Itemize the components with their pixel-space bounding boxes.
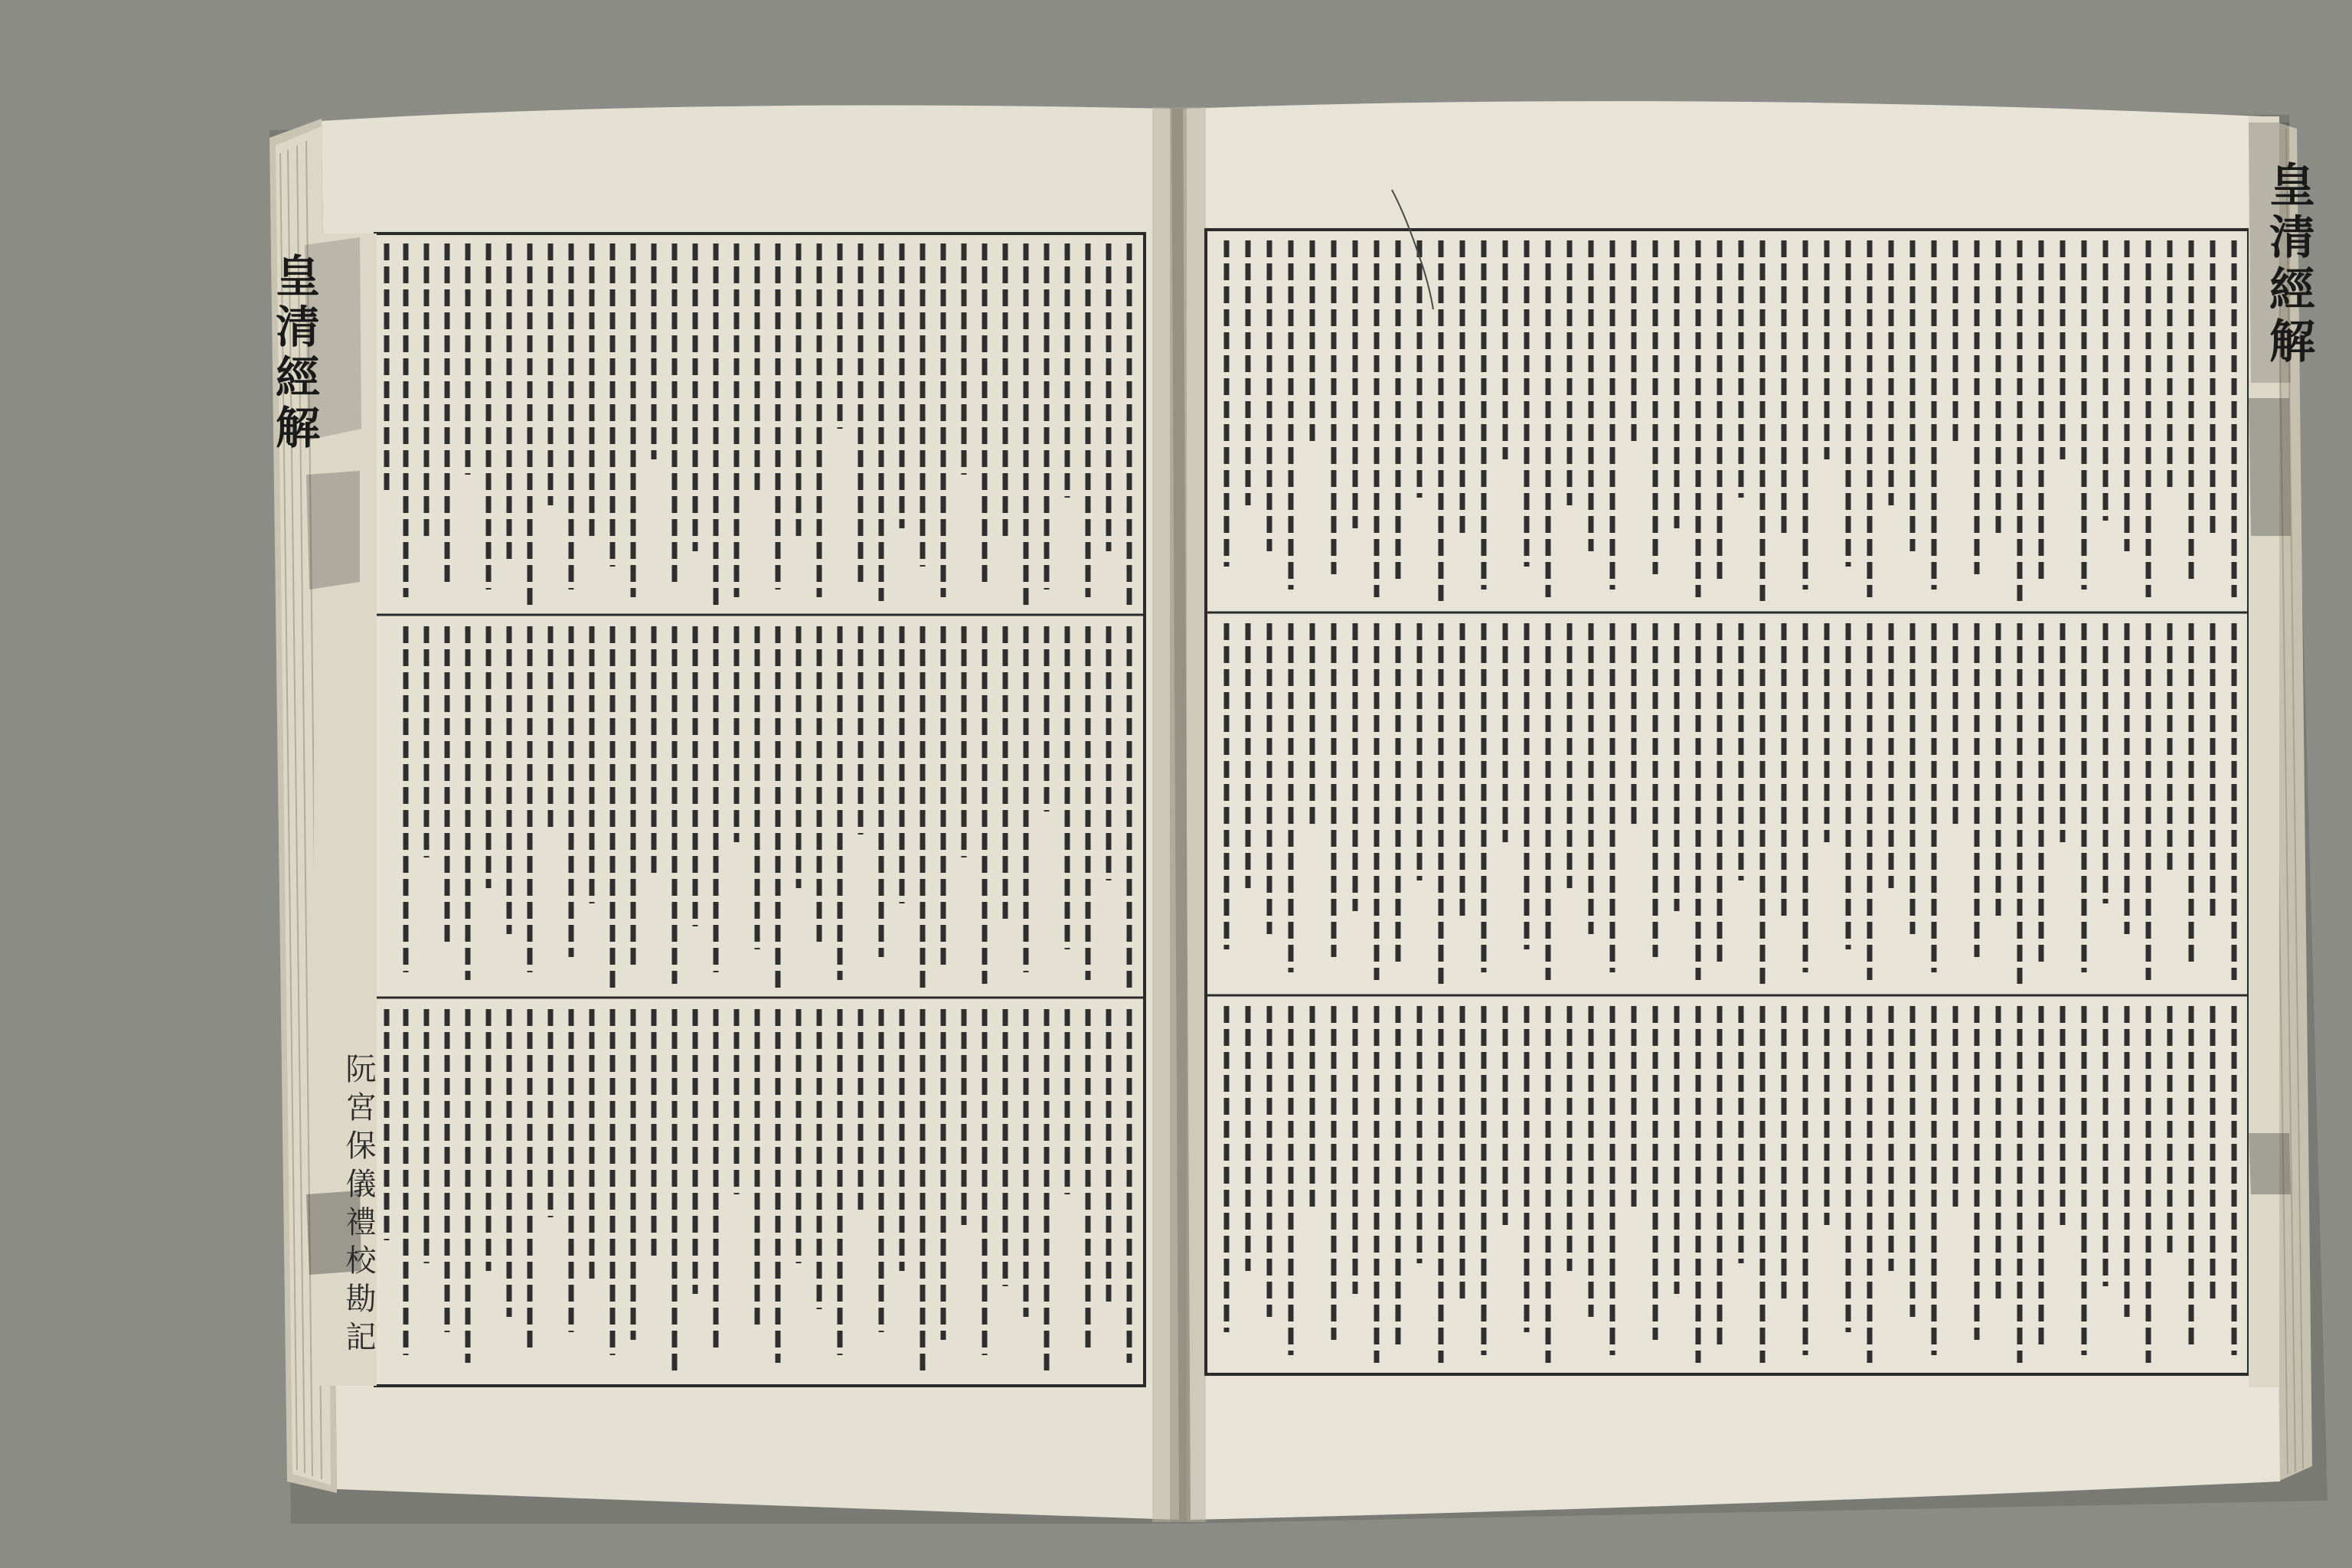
left-page-colophon: 阮宮保儀禮校勘記 <box>341 1053 376 1359</box>
right-page-book-title: 皇清經解 <box>2262 161 2315 369</box>
left-page-book-title: 皇清經解 <box>268 253 320 455</box>
left-page <box>322 106 1179 1520</box>
right-page <box>1183 101 2280 1520</box>
